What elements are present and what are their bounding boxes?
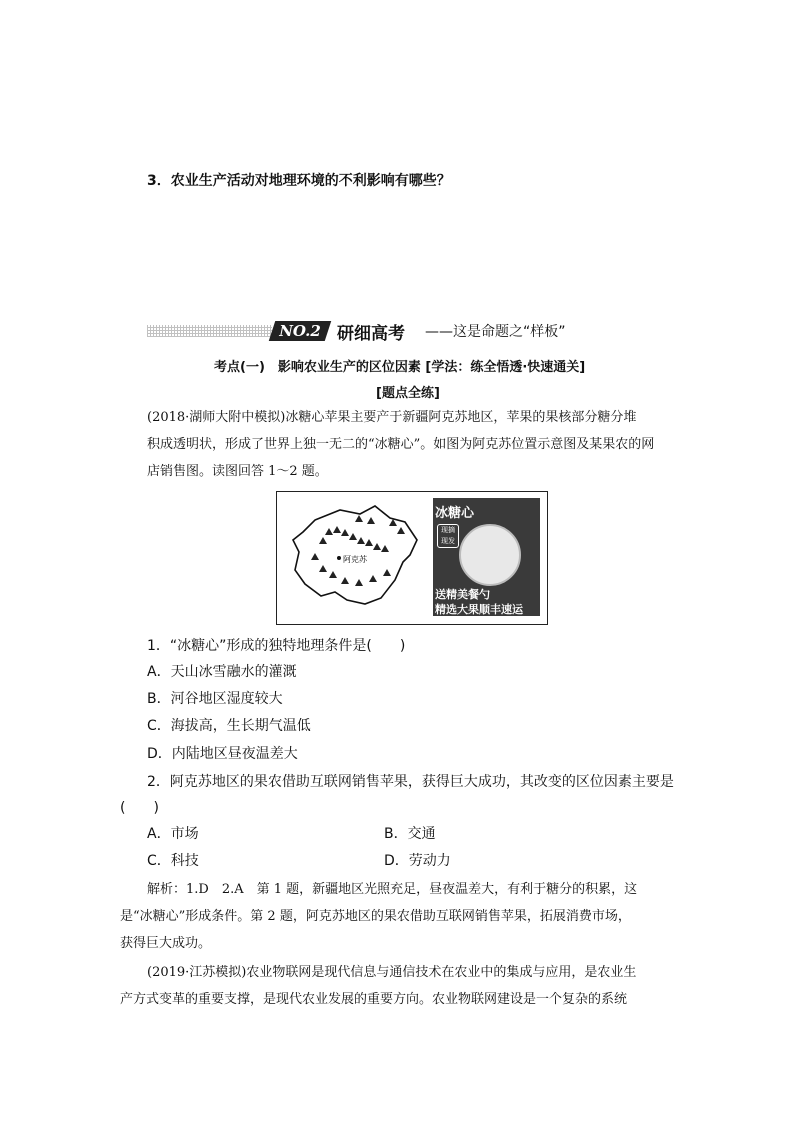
shop-photo bbox=[433, 498, 540, 616]
banner-subtitle: ——这是命题之“样板” bbox=[425, 324, 566, 340]
photo-title: 冰糖心 bbox=[435, 506, 475, 521]
q2-option-a: A．市场 bbox=[147, 826, 199, 842]
photo-caption-2: 精选大果顺丰速运 bbox=[435, 603, 523, 616]
question-1-stem: 1．“冰糖心”形成的独特地理条件是( ) bbox=[147, 638, 406, 654]
intro-line: 店销售图。读图回答 1～2 题。 bbox=[147, 464, 328, 479]
apple-image bbox=[459, 524, 521, 586]
question-2-paren: ( ) bbox=[120, 800, 159, 816]
map-label: 阿克苏 bbox=[343, 555, 367, 564]
intro-line: (2018·湖师大附中模拟)冰糖心苹果主要产于新疆阿克苏地区，苹果的果核部分糖分堆 bbox=[147, 410, 637, 425]
q1-option-b: B．河谷地区湿度较大 bbox=[147, 691, 283, 707]
q1-option-c: C．海拔高，生长期气温低 bbox=[147, 718, 311, 734]
next-line: (2019·江苏模拟)农业物联网是现代信息与通信技术在农业中的集成与应用，是农业生 bbox=[147, 965, 637, 980]
intro-line: 积成透明状，形成了世界上独一无二的“冰糖心”。如图为阿克苏位置示意图及某果农的网 bbox=[147, 437, 655, 452]
figure-box bbox=[276, 491, 548, 625]
banner-badge: NO.2 bbox=[269, 321, 331, 341]
q2-option-d: D．劳动力 bbox=[384, 853, 451, 869]
question-3: 3．农业生产活动对地理环境的不利影响有哪些？ bbox=[147, 173, 451, 189]
q1-option-a: A．天山冰雪融水的灌溉 bbox=[147, 664, 297, 680]
next-line: 产方式变革的重要支撑，是现代农业发展的重要方向。农业物联网建设是一个复杂的系统 bbox=[120, 992, 628, 1007]
q1-option-d: D．内陆地区昼夜温差大 bbox=[147, 746, 298, 762]
tidian-heading: [题点全练] bbox=[376, 386, 440, 401]
answer-line: 获得巨大成功。 bbox=[120, 936, 212, 951]
banner-decoration bbox=[147, 325, 272, 337]
q2-option-b: B．交通 bbox=[384, 826, 436, 842]
q2-option-c: C．科技 bbox=[147, 853, 199, 869]
photo-caption-1: 送精美餐勺 bbox=[435, 588, 490, 601]
xinjiang-map bbox=[285, 500, 425, 615]
banner-title: 研细高考 bbox=[337, 324, 405, 344]
section-banner bbox=[147, 319, 607, 345]
photo-tag: 现摘现发 bbox=[437, 524, 459, 548]
kaodian-heading: 考点(一) 影响农业生产的区位因素 [学法：练全悟透·快速通关] bbox=[214, 360, 586, 375]
question-2-stem: 2．阿克苏地区的果农借助互联网销售苹果，获得巨大成功，其改变的区位因素主要是 bbox=[147, 774, 674, 790]
intro-paragraph bbox=[147, 404, 675, 485]
next-paragraph bbox=[120, 959, 687, 1013]
answer-line: 是“冰糖心”形成条件。第 2 题，阿克苏地区的果农借助互联网销售苹果，拓展消费市场， bbox=[120, 909, 631, 924]
answer-paragraph bbox=[120, 876, 687, 957]
answer-line: 解析：1.D 2.A 第 1 题，新疆地区光照充足，昼夜温差大，有利于糖分的积累，这 bbox=[147, 882, 638, 897]
